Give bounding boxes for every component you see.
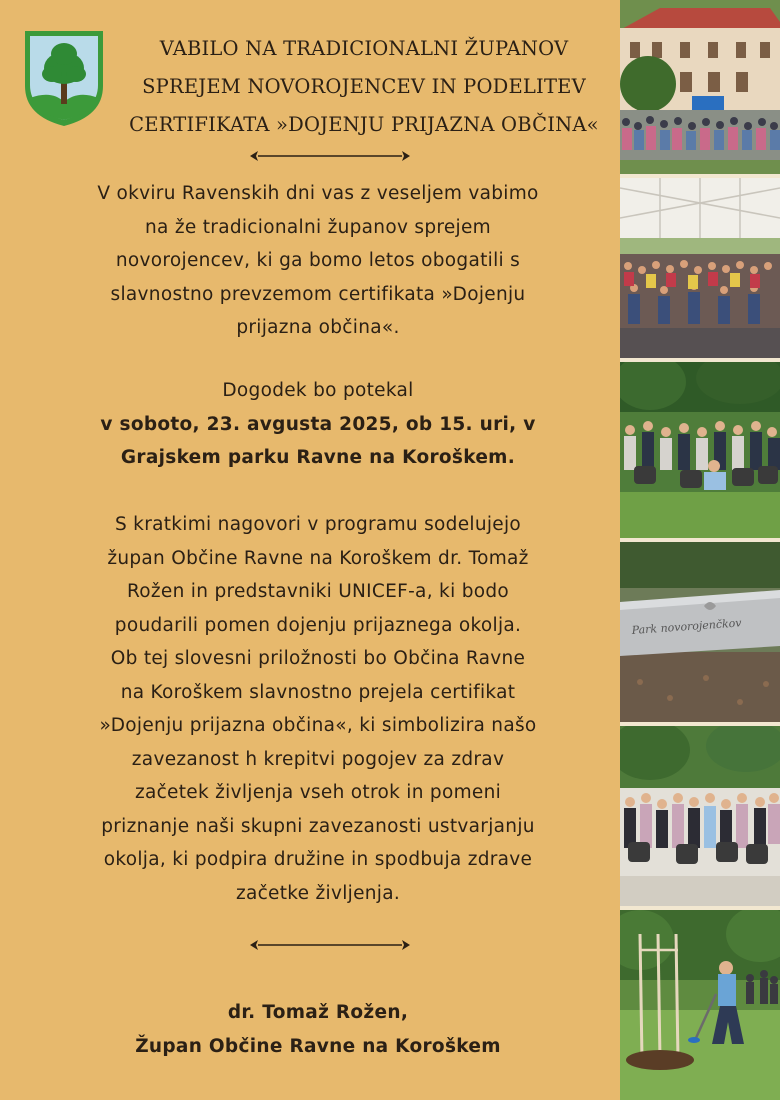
tree-planting-photo bbox=[620, 910, 780, 1100]
castle-crowd-photo bbox=[620, 0, 780, 174]
details-paragraph bbox=[40, 508, 596, 910]
details-line: Rožen in predstavniki UNICEF-a, ki bodo bbox=[126, 581, 510, 602]
event-lead: Dogodek bo potekal bbox=[222, 380, 414, 401]
intro-line: slavnostno prevzemom certifikata »Dojenju bbox=[110, 283, 526, 305]
event-date-time: v soboto, 23. avgusta 2025, ob 15. uri, v bbox=[100, 413, 536, 435]
details-line: začetke življenja. bbox=[235, 882, 401, 904]
intro-line: V okviru Ravenskih dni vas z veseljem vabimo bbox=[97, 183, 539, 204]
title-line: VABILO NA TRADICIONALNI ŽUPANOV bbox=[159, 37, 569, 60]
photo-strip bbox=[620, 0, 780, 1100]
signature-role: Župan Občine Ravne na Koroškem bbox=[135, 1036, 501, 1057]
details-line: okolja, ki podpira družine in spodbuja zdrave bbox=[103, 849, 533, 870]
tent-crowd-photo bbox=[620, 178, 780, 358]
municipality-crest-logo bbox=[22, 28, 106, 128]
signature-name: dr. Tomaž Rožen, bbox=[227, 1002, 409, 1023]
details-line: poudarili pomen dojenju prijaznega okolja. bbox=[114, 614, 522, 636]
intro-line: na že tradicionalni županov sprejem bbox=[145, 216, 491, 238]
title-line: SPREJEM NOVOROJENCEV IN PODELITEV bbox=[142, 75, 586, 98]
ornamental-divider bbox=[248, 149, 412, 163]
intro-paragraph bbox=[40, 177, 596, 345]
details-line: na Koroškem slavnostno prejela certifikat bbox=[120, 681, 516, 703]
park-group-photo bbox=[620, 726, 780, 906]
ornamental-divider bbox=[248, 938, 412, 952]
details-line: S kratkimi nagovori v programu sodelujejo bbox=[114, 514, 522, 535]
families-group-photo bbox=[620, 362, 780, 538]
details-line: »Dojenju prijazna občina«, ki simbolizira našo bbox=[99, 715, 537, 736]
details-line: priznanje naši skupni zavezanosti ustvarjanju bbox=[101, 815, 535, 837]
park-sign-photo bbox=[620, 542, 780, 722]
intro-line: prijazna občina«. bbox=[236, 317, 400, 338]
signature-block bbox=[40, 996, 596, 1064]
event-location: Grajskem parku Ravne na Koroškem. bbox=[120, 447, 516, 468]
details-line: Ob tej slovesni priložnosti bo Občina Ravne bbox=[110, 648, 526, 669]
invitation-title bbox=[118, 30, 610, 144]
details-line: začetek življenja vseh otrok in pomeni bbox=[134, 782, 502, 803]
details-line: župan Občine Ravne na Koroškem dr. Tomaž bbox=[107, 547, 529, 569]
title-line: CERTIFIKATA »DOJENJU PRIJAZNA OBČINA« bbox=[129, 113, 599, 136]
intro-line: novorojencev, ki ga bomo letos obogatili s bbox=[115, 250, 521, 271]
event-info-paragraph bbox=[40, 374, 596, 475]
details-line: zavezanost h krepitvi pogojev za zdrav bbox=[131, 748, 505, 770]
park-sign-text: Park novorojenčkov bbox=[631, 616, 742, 637]
